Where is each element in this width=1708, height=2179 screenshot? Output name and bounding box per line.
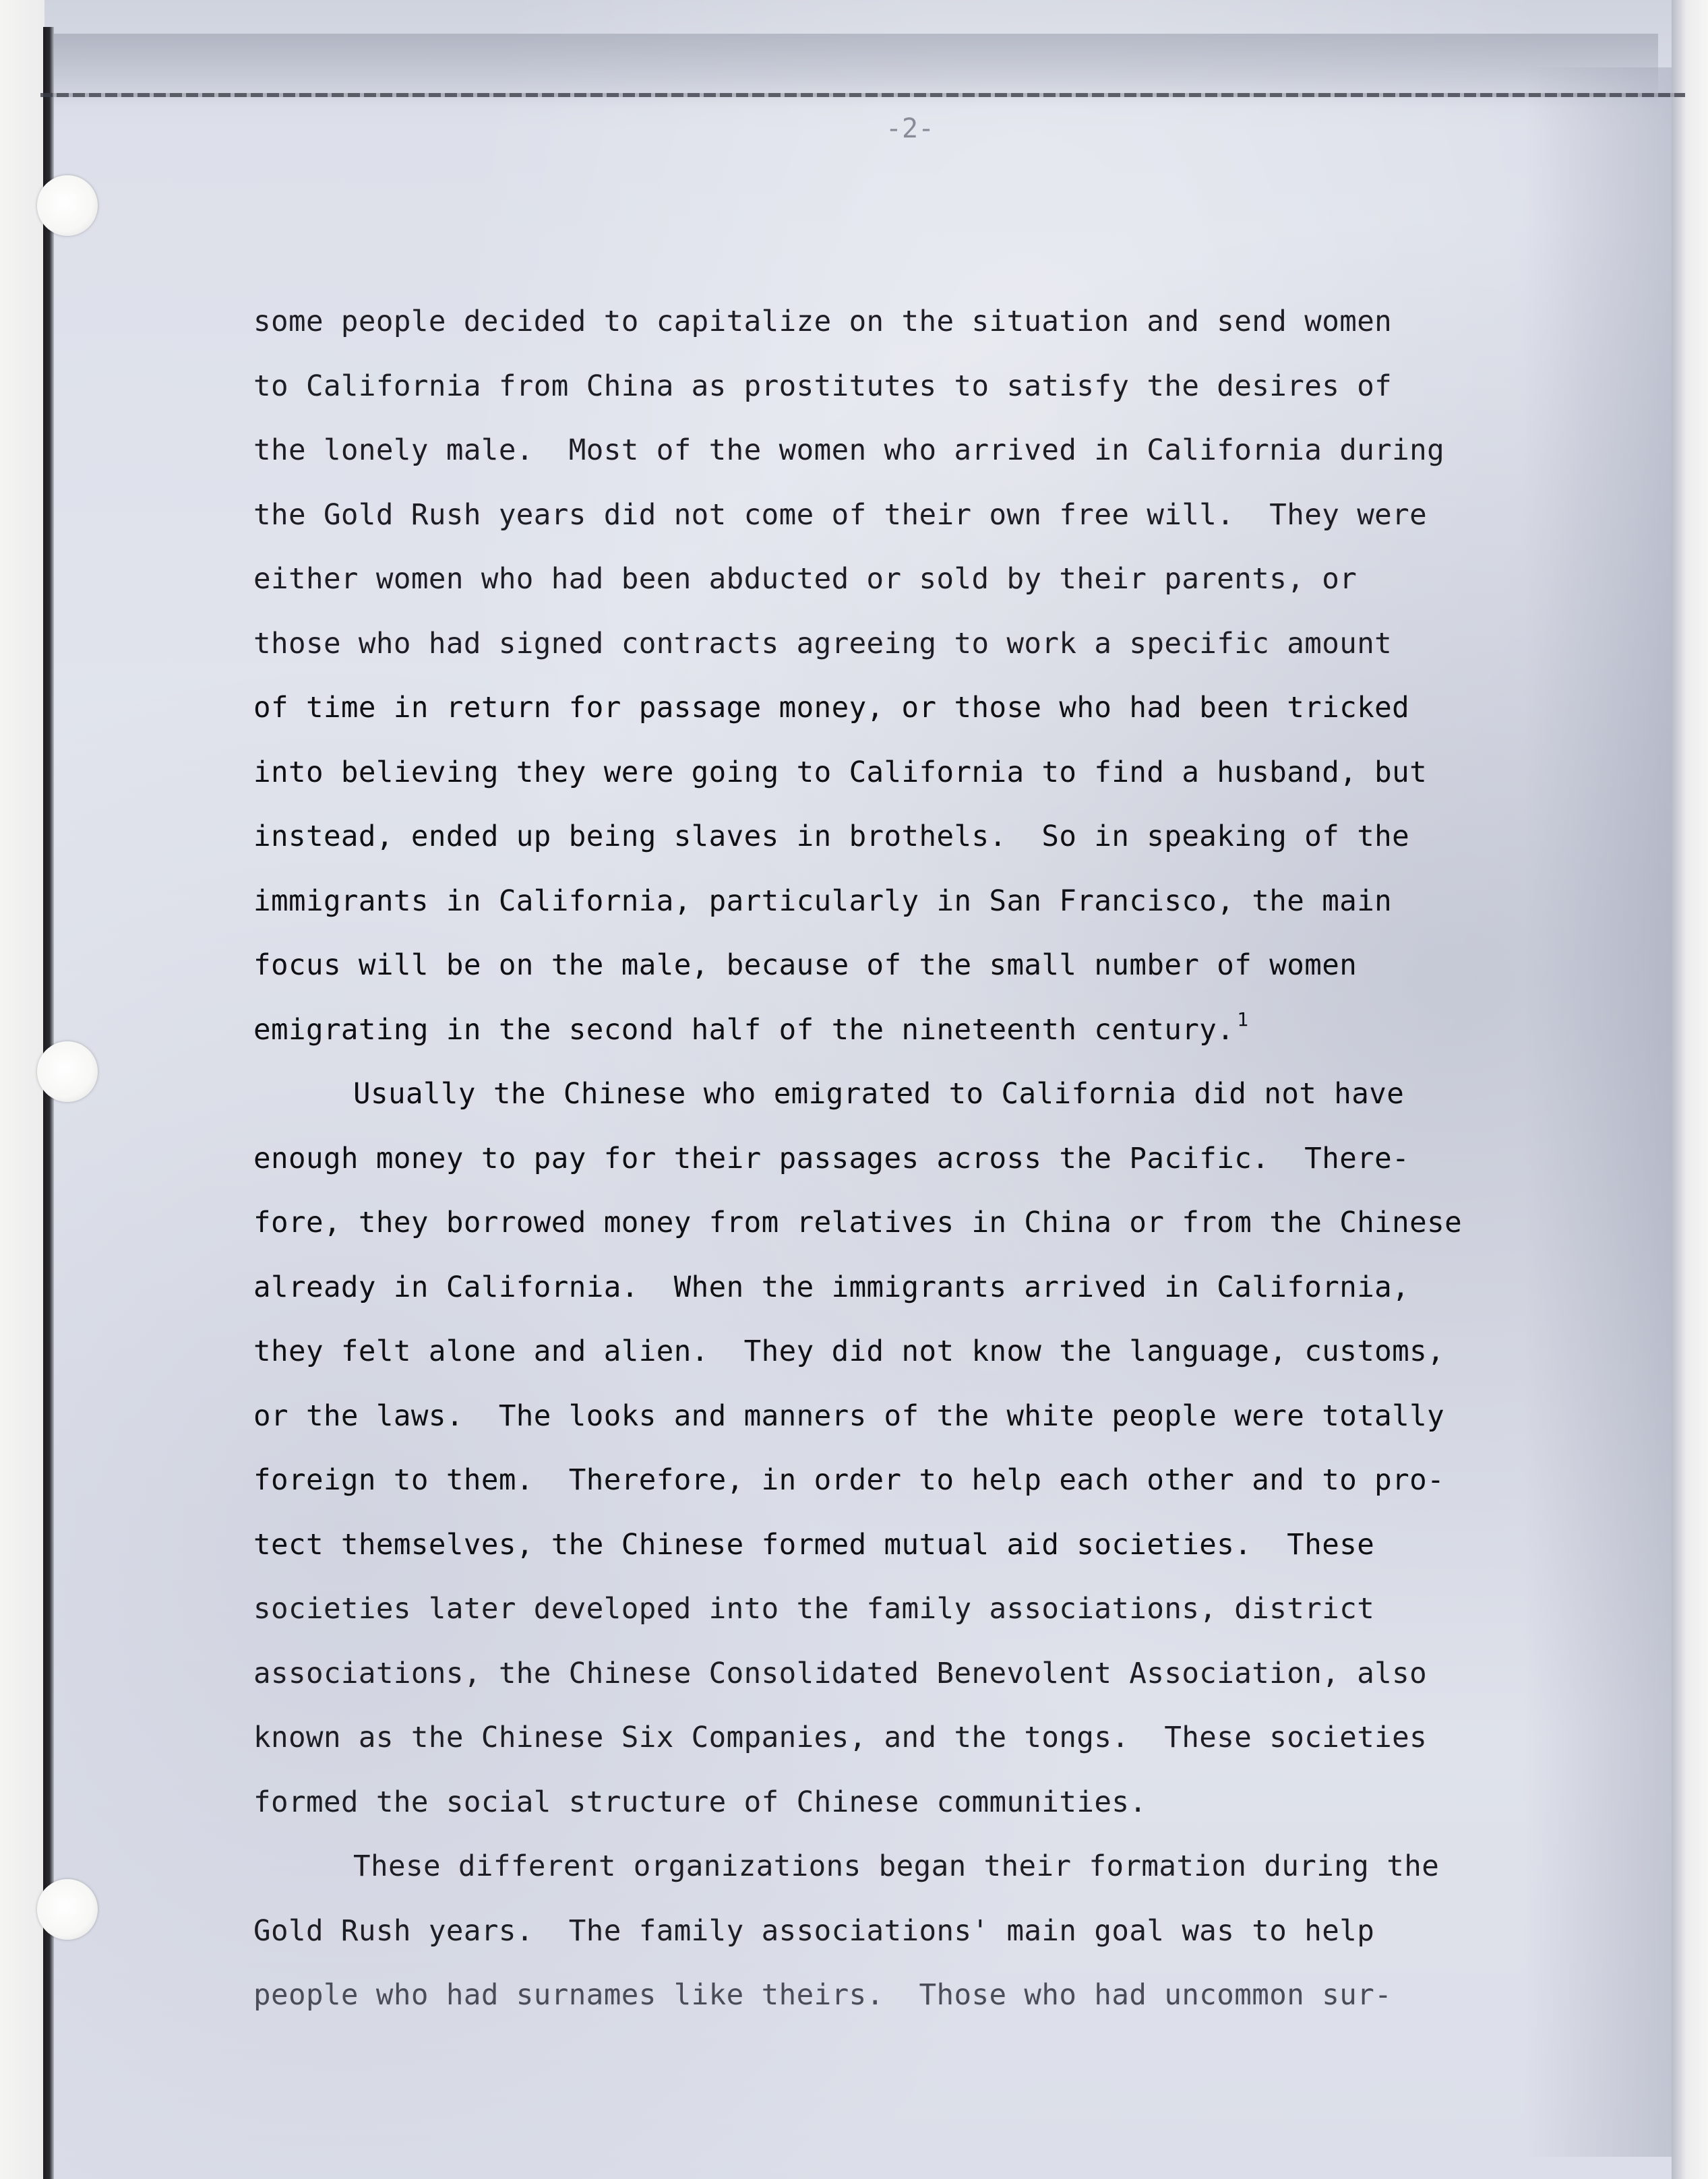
paragraph-first-line: These different organizations began their formation during the (353, 1850, 1440, 1883)
text-line: or the laws. The looks and manners of the white people were totally (253, 1399, 1445, 1433)
text-line: Gold Rush years. The family associations' main goal was to help (253, 1914, 1375, 1948)
text-line: they felt alone and alien. They did not know the language, customs, (253, 1335, 1445, 1368)
text-line-with-footnote (253, 998, 1602, 1063)
text-line: the Gold Rush years did not come of their own free will. They were (253, 498, 1428, 532)
typed-body-text (253, 290, 1602, 2028)
paragraph-first-line: Usually the Chinese who emigrated to California did not have (353, 1078, 1405, 1111)
text-line: foreign to them. Therefore, in order to help each other and to pro- (253, 1464, 1445, 1497)
text-line: known as the Chinese Six Companies, and the tongs. These societies (253, 1721, 1428, 1754)
text-line: instead, ended up being slaves in brothels. So in speaking of the (253, 820, 1410, 853)
top-rule-line (40, 93, 1685, 97)
text-line: tect themselves, the Chinese formed mutual aid societies. These (253, 1528, 1375, 1562)
text-line: formed the social structure of Chinese communities. (253, 1785, 1147, 1819)
text-line: the lonely male. Most of the women who arrived in California during (253, 434, 1445, 467)
text-line: people who had surnames like theirs. Those who had uncommon sur- (253, 1979, 1393, 2012)
text-line: those who had signed contracts agreeing to work a specific amount (253, 627, 1393, 661)
text-line: already in California. When the immigrants arrived in California, (253, 1270, 1410, 1304)
page-number: -2- (885, 113, 935, 144)
text-line-content: emigrating in the second half of the nineteenth century. (253, 1013, 1235, 1047)
text-line: some people decided to capitalize on the situation and send women (253, 305, 1393, 338)
text-line: immigrants in California, particularly in San Francisco, the main (253, 884, 1393, 918)
right-paper-margin (1672, 0, 1708, 2179)
text-line: associations, the Chinese Consolidated Benevolent Association, also (253, 1657, 1428, 1690)
footnote-marker: 1 (1237, 1008, 1249, 1031)
text-line: either women who had been abducted or sold by their parents, or (253, 563, 1358, 596)
left-paper-margin (0, 0, 44, 2179)
punch-hole-top (37, 175, 98, 236)
text-line: societies later developed into the family associations, district (253, 1593, 1375, 1626)
punch-hole-middle (37, 1041, 98, 1102)
punch-hole-bottom (37, 1879, 98, 1940)
text-line: enough money to pay for their passages across the Pacific. There- (253, 1142, 1410, 1175)
text-line: fore, they borrowed money from relatives in China or from the Chinese (253, 1206, 1463, 1239)
text-line: focus will be on the male, because of the small number of women (253, 949, 1358, 982)
text-line: of time in return for passage money, or those who had been tricked (253, 692, 1410, 725)
text-line: into believing they were going to California to find a husband, but (253, 756, 1428, 789)
text-line: to California from China as prostitutes to satisfy the desires of (253, 369, 1393, 403)
left-binding-edge (43, 27, 54, 2179)
